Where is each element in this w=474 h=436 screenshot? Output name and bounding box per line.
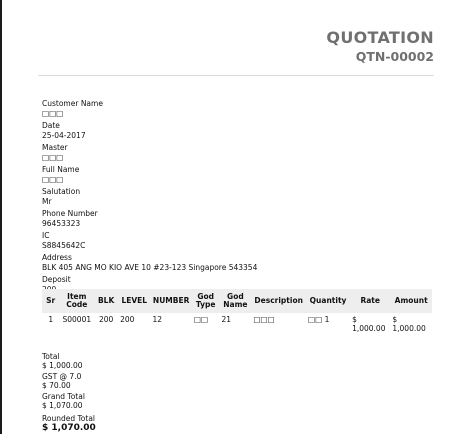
field-label: Full Name <box>42 165 80 174</box>
rounded-total-value: $ 1,070.00 <box>42 423 96 433</box>
field-address <box>42 253 432 272</box>
field-master <box>42 143 432 162</box>
total-block <box>42 352 432 370</box>
col-header-item-code: Item Code <box>59 289 94 313</box>
field-salutation <box>42 187 432 206</box>
rounded-total-block <box>42 414 432 434</box>
field-label: Master <box>42 143 68 152</box>
window-left-border <box>0 0 2 434</box>
document-header <box>326 28 434 65</box>
cell-item-code: S00001 <box>62 315 92 324</box>
col-header-god-name: God Name <box>219 289 251 313</box>
items-table <box>42 289 432 336</box>
field-value: 96453323 <box>42 218 81 228</box>
grand-total-block <box>42 392 432 410</box>
field-label: Customer Name <box>42 99 103 108</box>
rounded-total-label: Rounded Total <box>42 414 96 423</box>
field-value: S8845642C <box>42 240 86 250</box>
field-value: □□□ <box>42 108 64 118</box>
grand-total-label: Grand Total <box>42 392 85 401</box>
field-value: BLK 405 ANG MO KIO AVE 10 #23-123 Singapore 543354 <box>42 262 258 272</box>
field-label: IC <box>42 231 50 240</box>
field-value: Mr <box>42 196 52 206</box>
table-header-row <box>42 289 432 313</box>
customer-fields <box>42 99 432 297</box>
grand-total-value: $ 1,070.00 <box>42 401 83 410</box>
header-divider <box>38 75 434 76</box>
field-phone-number <box>42 209 432 228</box>
table-row <box>42 313 432 336</box>
cell-quantity: □□ 1 <box>308 315 330 324</box>
total-label: Total <box>42 352 60 361</box>
field-value: □□□ <box>42 152 64 162</box>
document-number: QTN-00002 <box>355 49 434 64</box>
col-header-sr: Sr <box>42 289 59 313</box>
field-value: □□□ <box>42 174 64 184</box>
cell-sr: 1 <box>48 315 54 324</box>
cell-level: 200 <box>120 315 135 324</box>
cell-blk: 200 <box>98 315 114 324</box>
field-date <box>42 121 432 140</box>
field-customer-name <box>42 99 432 118</box>
cell-rate: $ 1,000.00 <box>352 315 386 333</box>
cell-god-name: 21 <box>221 315 232 324</box>
cell-amount: $ 1,000.00 <box>392 315 426 333</box>
totals-section <box>42 352 432 436</box>
col-header-rate: Rate <box>350 289 390 313</box>
col-header-description: Description <box>251 289 306 313</box>
col-header-level: LEVEL <box>118 289 150 313</box>
field-value: 25-04-2017 <box>42 130 86 140</box>
gst-block <box>42 372 432 390</box>
col-header-quantity: Quantity <box>306 289 350 313</box>
cell-description: □□□ <box>253 315 275 324</box>
col-header-number: NUMBER <box>150 289 191 313</box>
gst-value: $ 70.00 <box>42 381 71 390</box>
document-title: QUOTATION <box>326 28 434 47</box>
cell-god-type: □□ <box>193 315 209 324</box>
total-value: $ 1,000.00 <box>42 361 83 370</box>
field-label: Salutation <box>42 187 81 196</box>
field-full-name <box>42 165 432 184</box>
field-label: Address <box>42 253 72 262</box>
field-ic <box>42 231 432 250</box>
field-label: Phone Number <box>42 209 98 218</box>
gst-label: GST @ 7.0 <box>42 372 82 381</box>
col-header-blk: BLK <box>94 289 118 313</box>
col-header-god-type: God Type <box>192 289 220 313</box>
cell-number: 12 <box>152 315 162 324</box>
field-label: Deposit <box>42 275 71 284</box>
col-header-amount: Amount <box>390 289 432 313</box>
field-label: Date <box>42 121 60 130</box>
